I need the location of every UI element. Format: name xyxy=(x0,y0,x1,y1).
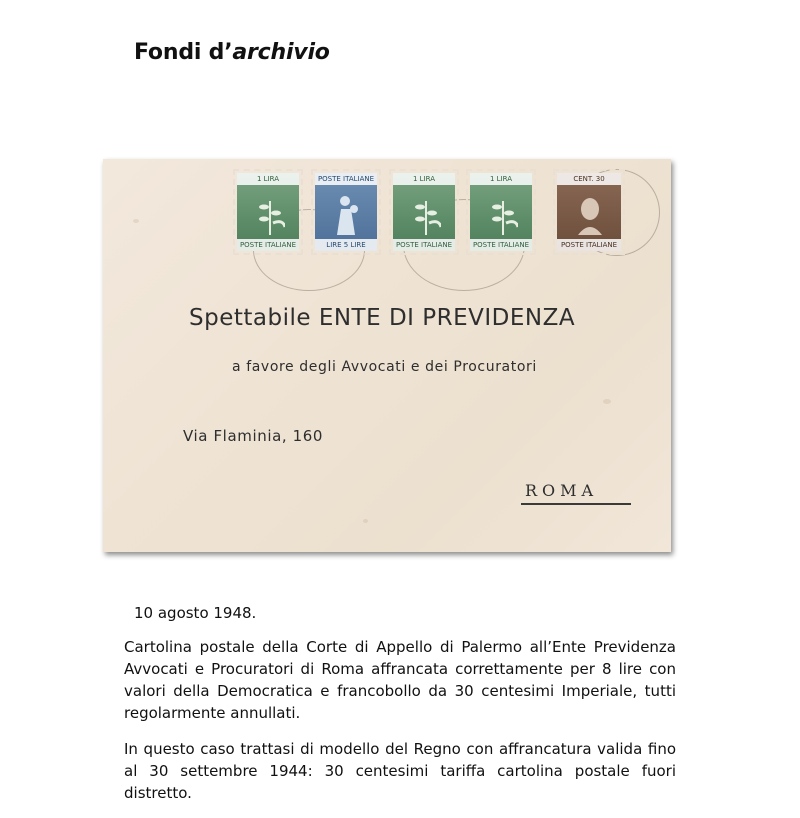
stamp-bottom-text: POSTE ITALIANE xyxy=(393,239,455,251)
caption-paragraph-1: Cartolina postale della Corte di Appello di Palermo all’Ente Previdenza Avvocati e Procuratori di Roma affrancata correttamente per 8 lire con valori della Democratica e francobollo da 30 centesimi Imperiale, tutti regolarmente annullati. xyxy=(124,638,676,722)
caption-date: 10 agosto 1948. xyxy=(134,604,257,622)
stamp-bottom-text: LIRE 5 LIRE xyxy=(315,239,377,251)
stamp-5 xyxy=(553,169,625,255)
stamp-top-text: 1 LIRA xyxy=(393,173,455,185)
recipient-subtitle: a favore degli Avvocati e dei Procuratori xyxy=(232,359,537,375)
recipient-street: Via Flaminia, 160 xyxy=(183,427,324,445)
city-underline xyxy=(521,503,631,505)
olive-branch-icon xyxy=(411,193,441,235)
heading-prefix: Fondi d’ xyxy=(134,40,233,65)
recipient-name: Spettabile ENTE DI PREVIDENZA xyxy=(189,305,576,331)
stamp-bottom-text: POSTE ITALIANE xyxy=(557,239,621,251)
family-figure-icon xyxy=(333,193,363,235)
recipient-city: ROMA xyxy=(525,481,599,500)
stamp-1 xyxy=(233,169,303,255)
olive-branch-icon xyxy=(255,193,285,235)
stamp-top-text: 1 LIRA xyxy=(470,173,532,185)
stamp-4 xyxy=(466,169,536,255)
stamp-bottom-text: POSTE ITALIANE xyxy=(470,239,532,251)
caption-paragraph-2: In questo caso trattasi di modello del Regno con affrancatura valida fino al 30 settembre 1944: 30 centesimi tariffa cartolina postale fuori distretto. xyxy=(124,740,676,802)
olive-branch-icon xyxy=(488,193,518,235)
stamp-top-text: CENT. 30 xyxy=(557,173,621,185)
stamp-3 xyxy=(389,169,459,255)
stamp-top-text: POSTE ITALIANE xyxy=(315,173,377,185)
paper-speck xyxy=(603,399,611,404)
page-heading xyxy=(134,40,330,65)
stamp-bottom-text: POSTE ITALIANE xyxy=(237,239,299,251)
paper-speck xyxy=(133,219,139,223)
heading-italic: archivio xyxy=(232,40,330,65)
portrait-icon xyxy=(575,193,605,235)
stamp-2 xyxy=(311,169,381,255)
postcard-image xyxy=(103,159,671,552)
paper-speck xyxy=(363,519,368,523)
stamp-top-text: 1 LIRA xyxy=(237,173,299,185)
